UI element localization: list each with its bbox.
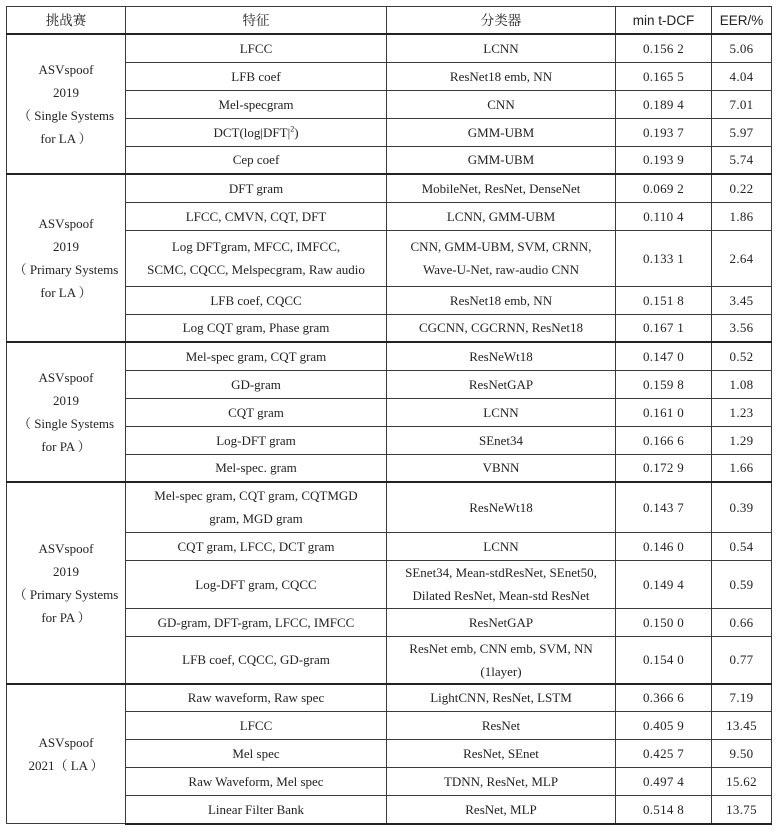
classifier-cell: ResNeWt18 [387, 342, 616, 370]
challenge-name [7, 684, 126, 824]
superscript: 2 [290, 124, 295, 134]
classifier-cell [387, 230, 616, 286]
min-tdcf-cell: 0.069 2 [616, 174, 712, 202]
classifier-cell: LCNN [387, 532, 616, 560]
min-tdcf-cell: 0.193 7 [616, 118, 712, 146]
classifier-cell: CGCNN, CGCRNN, ResNet18 [387, 314, 616, 342]
cell-line: 2019 [53, 85, 79, 100]
challenge-name [7, 34, 126, 174]
challenge-name [7, 482, 126, 684]
classifier-cell: ResNet, SEnet [387, 740, 616, 768]
feature-cell: LFB coef [126, 62, 387, 90]
eer-cell: 4.04 [712, 62, 772, 90]
feature-cell: GD-gram [126, 370, 387, 398]
min-tdcf-cell: 0.172 9 [616, 454, 712, 482]
feature-cell: Log CQT gram, Phase gram [126, 314, 387, 342]
min-tdcf-cell: 0.193 9 [616, 146, 712, 174]
eer-cell: 5.74 [712, 146, 772, 174]
feature-cell: GD-gram, DFT-gram, LFCC, IMFCC [126, 608, 387, 636]
table-row [7, 342, 772, 370]
header-feature: 特征 [126, 7, 387, 35]
eer-cell: 1.29 [712, 426, 772, 454]
feature-cell: Raw waveform, Raw spec [126, 684, 387, 712]
feature-cell: LFCC, CMVN, CQT, DFT [126, 202, 387, 230]
classifier-cell: LCNN [387, 398, 616, 426]
cell-line: Wave-U-Net, raw-audio CNN [423, 262, 579, 277]
classifier-cell: ResNet [387, 712, 616, 740]
eer-cell: 5.06 [712, 34, 772, 62]
feature-cell: Mel-spec gram, CQT gram [126, 342, 387, 370]
eer-cell: 7.19 [712, 684, 772, 712]
feature-cell: Log-DFT gram [126, 426, 387, 454]
min-tdcf-cell: 0.167 1 [616, 314, 712, 342]
header-classifier: 分类器 [387, 7, 616, 35]
header-eer: EER/% [712, 7, 772, 35]
eer-cell: 0.59 [712, 560, 772, 608]
feature-cell: LFB coef, CQCC, GD-gram [126, 636, 387, 684]
min-tdcf-cell: 0.147 0 [616, 342, 712, 370]
eer-cell: 1.08 [712, 370, 772, 398]
classifier-cell: ResNet18 emb, NN [387, 286, 616, 314]
eer-cell: 0.39 [712, 482, 772, 532]
classifier-cell: ResNeWt18 [387, 482, 616, 532]
cell-line: for LA ） [40, 285, 92, 300]
feature-cell: Mel spec [126, 740, 387, 768]
cell-line: for PA ） [41, 609, 91, 625]
feature-cell [126, 230, 387, 286]
classifier-cell: LCNN, GMM-UBM [387, 202, 616, 230]
cell-line: （ Primary Systems [13, 262, 119, 277]
cell-line: ASVspoof [38, 734, 94, 750]
cell-line: （ Single Systems [17, 108, 115, 123]
min-tdcf-cell: 0.156 2 [616, 34, 712, 62]
cell-line: ASVspoof [38, 216, 94, 231]
min-tdcf-cell: 0.189 4 [616, 90, 712, 118]
challenge-group [7, 684, 772, 824]
eer-cell: 1.66 [712, 454, 772, 482]
feature-cell: CQT gram, LFCC, DCT gram [126, 532, 387, 560]
eer-cell: 13.45 [712, 712, 772, 740]
classifier-cell: ResNetGAP [387, 370, 616, 398]
cell-line: Mel-spec gram, CQT gram, CQTMGD [154, 488, 358, 504]
classifier-cell [387, 636, 616, 684]
feature-cell: Raw Waveform, Mel spec [126, 768, 387, 796]
classifier-cell: ResNetGAP [387, 608, 616, 636]
classifier-cell: ResNet18 emb, NN [387, 62, 616, 90]
eer-cell: 5.97 [712, 118, 772, 146]
classifier-cell: LightCNN, ResNet, LSTM [387, 684, 616, 712]
table-row [7, 684, 772, 712]
min-tdcf-cell: 0.149 4 [616, 560, 712, 608]
classifier-cell [387, 560, 616, 608]
min-tdcf-cell: 0.166 6 [616, 426, 712, 454]
min-tdcf-cell: 0.159 8 [616, 370, 712, 398]
cell-line: （ Primary Systems [13, 586, 119, 602]
cell-line: gram, MGD gram [209, 511, 303, 527]
classifier-cell: TDNN, ResNet, MLP [387, 768, 616, 796]
table-row [7, 174, 772, 202]
min-tdcf-cell: 0.425 7 [616, 740, 712, 768]
eer-cell: 13.75 [712, 796, 772, 824]
challenge-group [7, 342, 772, 482]
feature-cell: DFT gram [126, 174, 387, 202]
cell-line: ASVspoof [38, 540, 94, 556]
eer-cell: 0.52 [712, 342, 772, 370]
classifier-cell: GMM-UBM [387, 118, 616, 146]
classifier-cell: MobileNet, ResNet, DenseNet [387, 174, 616, 202]
feature-cell [126, 482, 387, 532]
min-tdcf-cell: 0.405 9 [616, 712, 712, 740]
challenge-group [7, 174, 772, 342]
feature-cell: Linear Filter Bank [126, 796, 387, 824]
min-tdcf-cell: 0.514 8 [616, 796, 712, 824]
eer-cell: 15.62 [712, 768, 772, 796]
classifier-cell: CNN [387, 90, 616, 118]
header-row [7, 7, 772, 35]
feature-cell: Mel-specgram [126, 90, 387, 118]
min-tdcf-cell: 0.151 8 [616, 286, 712, 314]
eer-cell: 9.50 [712, 740, 772, 768]
cell-line: for PA ） [41, 439, 91, 454]
cell-line: (1layer) [480, 663, 522, 679]
classifier-cell: VBNN [387, 454, 616, 482]
cell-line: Log DFTgram, MFCC, IMFCC, [171, 239, 341, 254]
eer-cell: 2.64 [712, 230, 772, 286]
challenge-name [7, 342, 126, 482]
eer-cell: 0.22 [712, 174, 772, 202]
min-tdcf-cell: 0.366 6 [616, 684, 712, 712]
classifier-cell: LCNN [387, 34, 616, 62]
feature-cell: $DCT(\log|DFT|^2)$ [126, 118, 387, 146]
comparison-table [6, 6, 772, 825]
feature-cell: Cep coef [126, 146, 387, 174]
min-tdcf-cell: 0.154 0 [616, 636, 712, 684]
header-min-tdcf: min t-DCF [616, 7, 712, 35]
cell-line: 2019 [53, 563, 79, 579]
eer-cell: 0.54 [712, 532, 772, 560]
classifier-cell: ResNet, MLP [387, 796, 616, 824]
cell-line: ASVspoof [38, 62, 94, 77]
table-row [7, 34, 772, 62]
cell-line: 2019 [53, 239, 79, 254]
eer-cell: 0.66 [712, 608, 772, 636]
eer-cell: 7.01 [712, 90, 772, 118]
challenge-name [7, 174, 126, 342]
cell-line: SCMC, CQCC, Melspecgram, Raw audio [147, 262, 365, 277]
feature-cell: LFCC [126, 712, 387, 740]
cell-line: （ Single Systems [17, 416, 115, 431]
feature-cell: Mel-spec. gram [126, 454, 387, 482]
cell-line: 2021（ LA ） [28, 757, 104, 773]
min-tdcf-cell: 0.110 4 [616, 202, 712, 230]
feature-cell: CQT gram [126, 398, 387, 426]
min-tdcf-cell: 0.497 4 [616, 768, 712, 796]
challenge-group [7, 482, 772, 684]
min-tdcf-cell: 0.165 5 [616, 62, 712, 90]
feature-cell: LFCC [126, 34, 387, 62]
eer-cell: 1.86 [712, 202, 772, 230]
feature-cell: Log-DFT gram, CQCC [126, 560, 387, 608]
eer-cell: 0.77 [712, 636, 772, 684]
min-tdcf-cell: 0.150 0 [616, 608, 712, 636]
header-challenge: 挑战赛 [7, 7, 126, 35]
cell-line: ASVspoof [38, 370, 94, 385]
classifier-cell: SEnet34 [387, 426, 616, 454]
cell-line: SEnet34, Mean-stdResNet, SEnet50, [405, 565, 597, 580]
eer-cell: 1.23 [712, 398, 772, 426]
feature-cell: LFB coef, CQCC [126, 286, 387, 314]
cell-line: Dilated ResNet, Mean-std ResNet [412, 588, 590, 603]
eer-cell: 3.56 [712, 314, 772, 342]
cell-line: ResNet emb, CNN emb, SVM, NN [409, 640, 593, 656]
cell-line: for LA ） [40, 131, 92, 146]
classifier-cell: GMM-UBM [387, 146, 616, 174]
min-tdcf-cell: 0.146 0 [616, 532, 712, 560]
min-tdcf-cell: 0.133 1 [616, 230, 712, 286]
min-tdcf-cell: 0.161 0 [616, 398, 712, 426]
cell-line: CNN, GMM-UBM, SVM, CRNN, [410, 239, 592, 254]
challenge-group [7, 34, 772, 174]
eer-cell: 3.45 [712, 286, 772, 314]
table-row [7, 482, 772, 532]
min-tdcf-cell: 0.143 7 [616, 482, 712, 532]
cell-line: 2019 [53, 393, 79, 408]
